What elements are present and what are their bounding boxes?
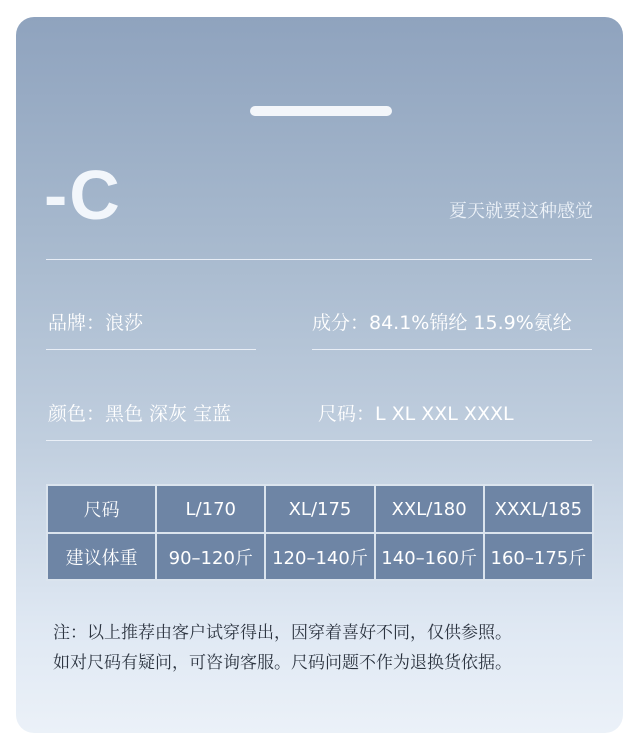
product-info-card [16,17,623,733]
decorative-pill [250,106,392,116]
table-cell: L/170 [156,485,265,533]
size-info: 尺码：L XL XXL XXXL [318,403,514,425]
size-table [46,484,594,581]
table-row [47,533,593,580]
divider-middle [46,440,592,441]
table-cell: 建议体重 [47,533,156,580]
table-cell: 90–120斤 [156,533,265,580]
table-cell: XXL/180 [375,485,484,533]
divider-brand [46,349,256,350]
brand-mark: -C [44,156,122,234]
slogan: 夏天就要这种感觉 [449,201,593,222]
size-note [53,618,512,678]
table-cell: XXXL/185 [484,485,593,533]
table-cell: 120–140斤 [265,533,374,580]
color-info: 颜色：黑色 深灰 宝蓝 [48,403,232,425]
divider-composition [312,349,592,350]
composition-info: 成分：84.1%锦纶 15.9%氨纶 [312,312,572,334]
brand-info: 品牌：浪莎 [48,312,144,334]
table-cell: 140–160斤 [375,533,484,580]
table-cell: 160–175斤 [484,533,593,580]
table-cell: 尺码 [47,485,156,533]
note-line-1: 注：以上推荐由客户试穿得出，因穿着喜好不同，仅供参照。 [53,623,512,643]
note-line-2: 如对尺码有疑问，可咨询客服。尺码问题不作为退换货依据。 [53,653,512,673]
table-row [47,485,593,533]
divider-top [46,259,592,260]
table-cell: XL/175 [265,485,374,533]
